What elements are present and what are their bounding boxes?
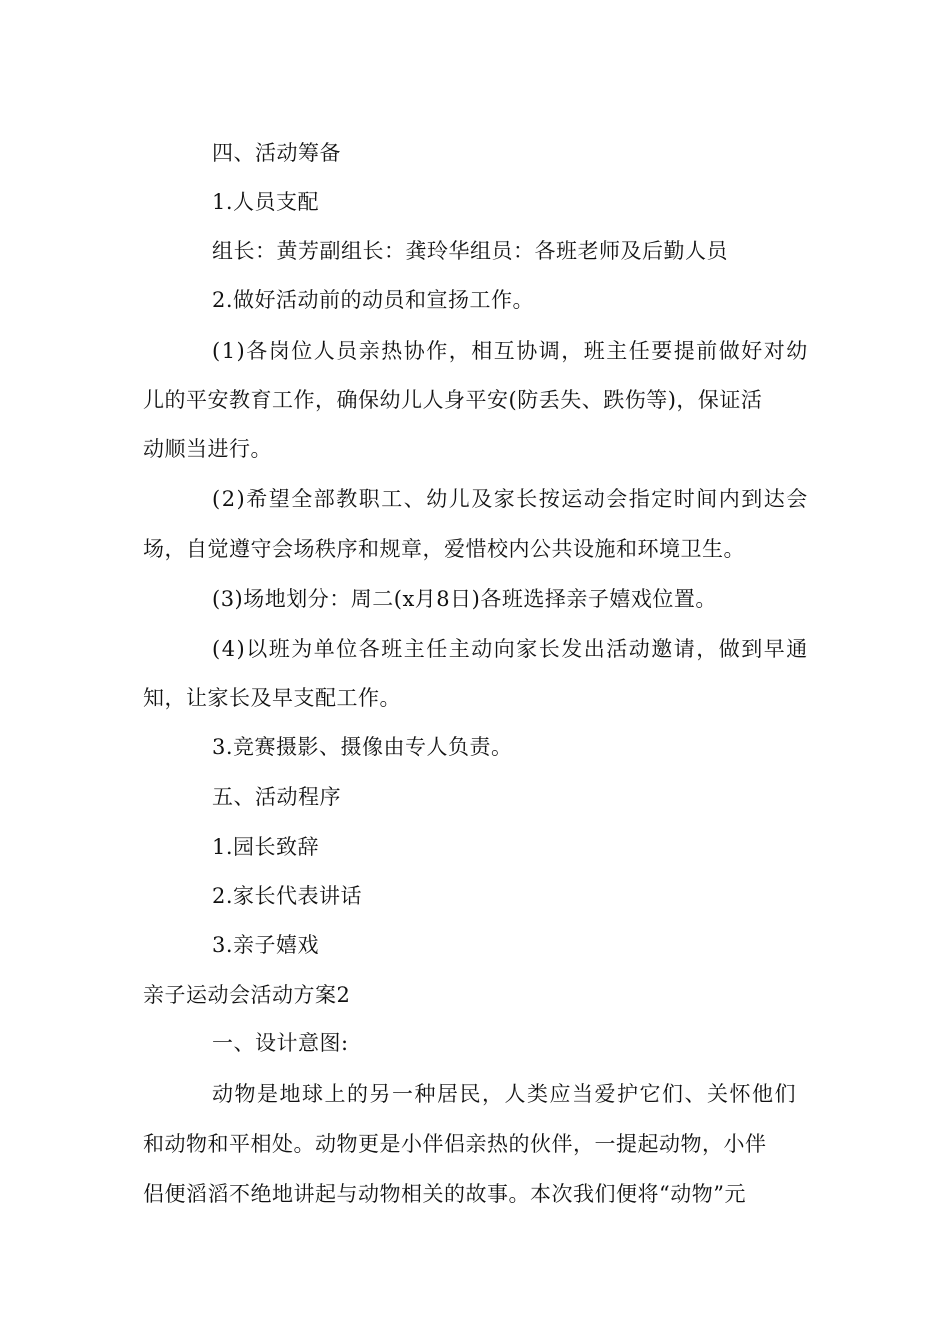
section-heading-5: 五、活动程序: [212, 785, 341, 809]
paragraph-line: 动顺当进行。: [143, 437, 272, 461]
subheading-staffing: 1.人员支配: [212, 190, 320, 214]
paragraph-line: (1)各岗位人员亲热协作，相互协调，班主任要提前做好对幼: [212, 339, 809, 363]
subheading-promotion: 2.做好活动前的动员和宣扬工作。: [212, 288, 535, 312]
paragraph-line: 动物是地球上的另一种居民，人类应当爱护它们、关怀他们: [212, 1082, 797, 1106]
program-item: 1.园长致辞: [212, 835, 320, 859]
section-heading-1: 一、设计意图:: [212, 1031, 349, 1055]
paragraph-line: 知，让家长及早支配工作。: [143, 686, 401, 710]
program-item: 2.家长代表讲话: [212, 884, 363, 908]
paragraph-line: (3)场地划分：周二(x月8日)各班选择亲子嬉戏位置。: [212, 587, 717, 611]
paragraph-line: 组长：黄芳副组长：龚玲华组员：各班老师及后勤人员: [212, 239, 728, 263]
paragraph-line: 场，自觉遵守会场秩序和规章，爱惜校内公共设施和环境卫生。: [143, 537, 745, 561]
paragraph-line: 儿的平安教育工作，确保幼儿人身平安(防丢失、跌伤等)，保证活: [143, 388, 763, 412]
paragraph-line: 侣便滔滔不绝地讲起与动物相关的故事。本次我们便将“动物”元: [143, 1182, 746, 1206]
paragraph-line: (4)以班为单位各班主任主动向家长发出活动邀请，做到早通: [212, 637, 809, 661]
program-item: 3.亲子嬉戏: [212, 933, 320, 957]
section-heading-4: 四、活动筹备: [212, 141, 341, 165]
paragraph-line: (2)希望全部教职工、幼儿及家长按运动会指定时间内到达会: [212, 487, 809, 511]
paragraph-line: 和动物和平相处。动物更是小伴侣亲热的伙伴，一提起动物，小伴: [143, 1132, 767, 1156]
document-title-2: 亲子运动会活动方案2: [143, 983, 351, 1007]
subheading-photography: 3.竞赛摄影、摄像由专人负责。: [212, 735, 513, 759]
